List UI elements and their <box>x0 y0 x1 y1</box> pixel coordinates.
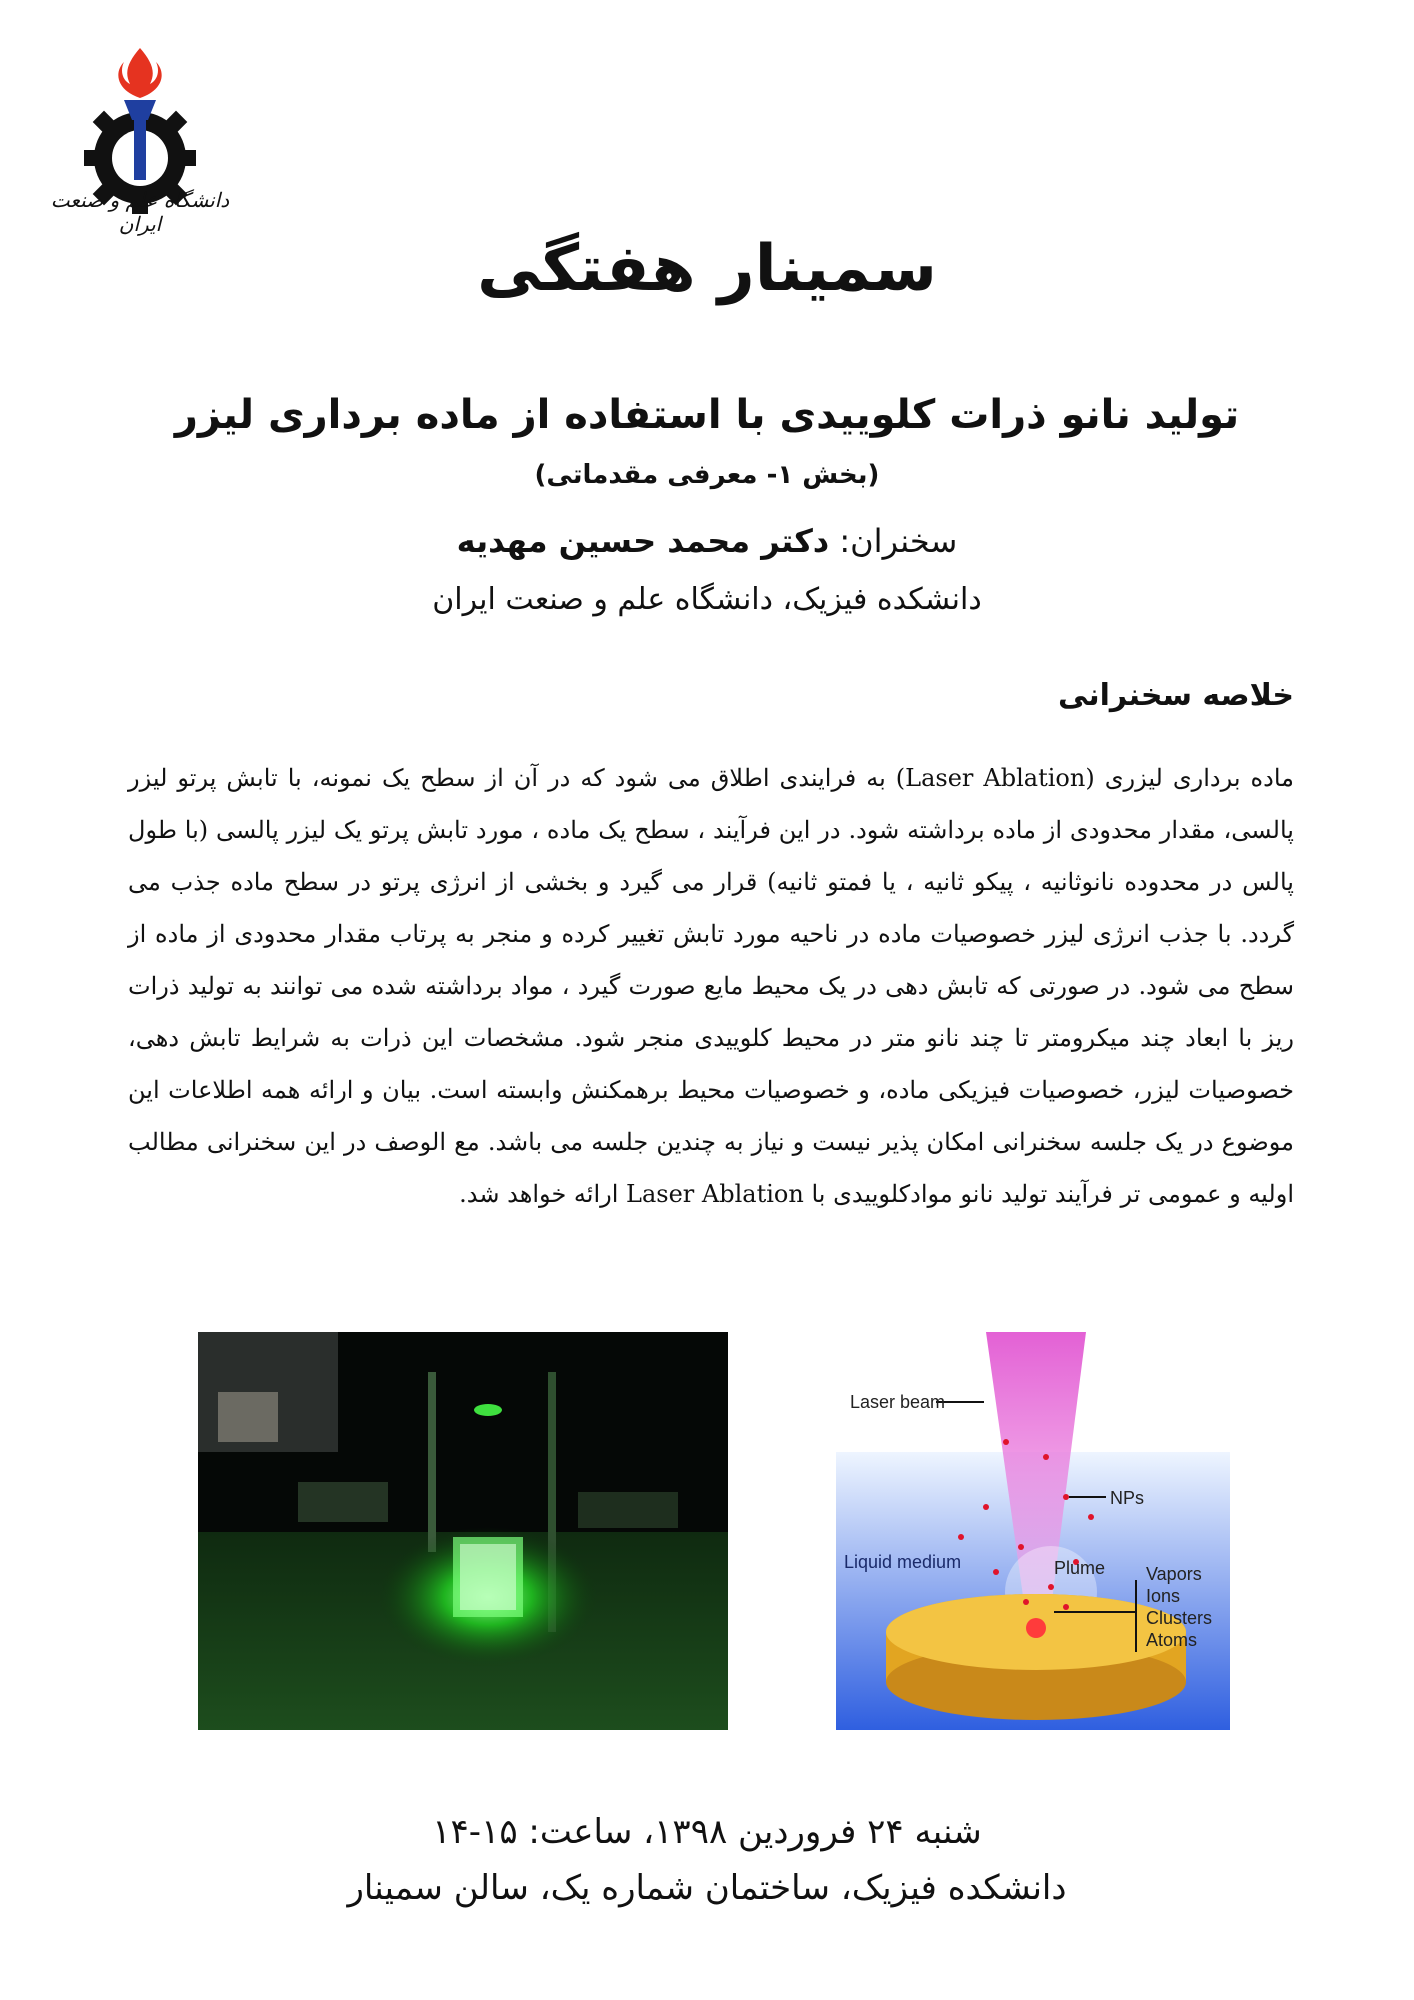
seminar-title: سمینار هفتگی <box>477 232 937 306</box>
diagram-label-atoms: Atoms <box>1146 1630 1198 1650</box>
diagram-label-liquid-medium: Liquid medium <box>844 1552 962 1572</box>
abstract-part-3: ارائه خواهد شد. <box>459 1180 627 1208</box>
speaker-affiliation: دانشکده فیزیک، دانشگاه علم و صنعت ایران <box>432 582 982 617</box>
laser-ablation-diagram <box>836 1332 1230 1730</box>
university-logo-text: دانشگاه علم و صنعت ایران <box>50 188 230 236</box>
abstract-part-1: ماده برداری لیزری ( <box>1085 764 1294 792</box>
diagram-label-laser-beam: Laser beam <box>850 1392 946 1412</box>
speaker-name: دکتر محمد حسین مهدیه <box>456 522 830 560</box>
event-date-time: شنبه ۲۴ فروردین ۱۳۹۸، ساعت: ۱۵-۱۴ <box>432 1812 982 1852</box>
speaker-label: سخنران: <box>839 522 958 560</box>
abstract-term-2: Laser Ablation <box>626 1180 804 1208</box>
abstract-body <box>128 752 1294 1220</box>
lab-photo <box>198 1332 728 1730</box>
talk-title: تولید نانو ذرات کلوییدی با استفاده از ماده برداری لیزر <box>174 392 1240 438</box>
talk-subtitle: (بخش ۱- معرفی مقدماتی) <box>534 460 880 490</box>
abstract-heading: خلاصه سخنرانی <box>1058 678 1294 713</box>
event-location: دانشکده فیزیک، ساختمان شماره یک، سالن سمینار <box>347 1868 1067 1908</box>
diagram-label-ions: Ions <box>1146 1586 1181 1606</box>
speaker-line <box>0 522 1414 560</box>
abstract-term-1: Laser Ablation <box>905 764 1086 792</box>
abstract-part-2: ) به فرایندی اطلاق می شود که در آن از سطح یک نمونه، با تابش پرتو لیزر پالسی، مقدار محدودی از ماده برداشته شود. در این فرآیند ، سطح یک ماده ، مورد تابش پرتو یک لیزر پالسی (با طول پالس در محدوده نانوثانیه ، پیکو ثانیه ، یا فمتو ثانیه) قرار می گیرد و بخشی از انرژی پرتو در سطح ماده جذب می گردد. با جذب انرژی لیزر خصوصیات ماده در ناحیه مورد تابش تغییر کرده و منجر به پرتاب مقدار محدودی از ماده از سطح می شود. در صورتی که تابش دهی در یک محیط مایع صورت گیرد ، مواد برداشته شده می توانند به تولید ذرات ریز با ابعاد چند میکرومتر تا چند نانو متر در محیط کلوییدی منجر شود. مشخصات این ذرات به شرایط تابش دهی، خصوصیات لیزر، خصوصیات فیزیکی ماده، و خصوصیات محیط برهمکنش وابسته است. بیان و ارائه همه اطلاعات این موضوع در یک جلسه سخنرانی امکان پذیر نیست و نیاز به چندین جلسه می باشد. مع الوصف در این سخنرانی مطالب اولیه و عمومی تر فرآیند تولید نانو موادکلوییدی با <box>128 764 1295 1208</box>
diagram-label-nps: NPs <box>1110 1488 1145 1508</box>
diagram-label-clusters: Clusters <box>1146 1608 1213 1628</box>
flame-icon <box>118 48 161 98</box>
diagram-label-vapors: Vapors <box>1146 1564 1202 1584</box>
diagram-label-plume: Plume <box>1054 1558 1106 1578</box>
